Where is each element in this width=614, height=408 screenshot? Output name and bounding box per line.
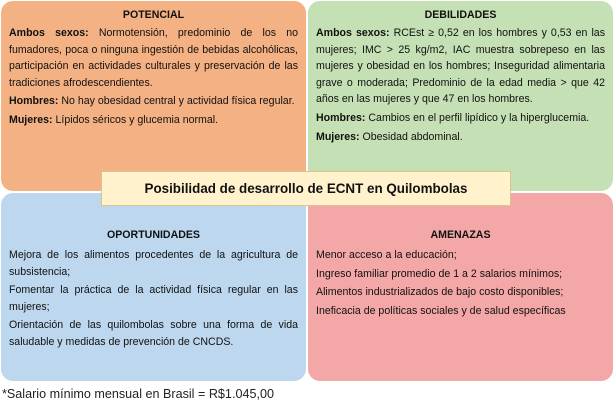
footnote: *Salario mínimo mensual en Brasil = R$1.045,00 xyxy=(2,387,274,401)
quadrant-debilidades xyxy=(308,1,613,191)
center-title: Posibilidad de desarrollo de ECNT en Quilombolas xyxy=(144,181,468,196)
potencial-title: POTENCIAL xyxy=(122,9,185,21)
potencial-item-text: Lípidos séricos y glucemia normal. xyxy=(52,113,219,126)
debilidades-item xyxy=(316,25,605,108)
amenazas-item: Alimentos industrializados de bajo costo disponibles; xyxy=(316,286,564,299)
quadrant-amenazas xyxy=(308,193,613,381)
amenazas-item: Ineficacia de políticas sociales y de salud específicas xyxy=(316,304,566,317)
amenazas-item: Ingreso familiar promedio de 1 a 2 salarios mínimos; xyxy=(316,267,563,280)
debilidades-item-label: Ambos sexos: xyxy=(316,27,390,39)
quadrant-potencial xyxy=(1,1,306,191)
oportunidades-item: Fomentar la práctica de la actividad física regular en las mujeres; xyxy=(9,284,298,313)
oportunidades-item: Orientación de las quilombolas sobre una forma de vida saludable y medidas de prevención de CNCDS. xyxy=(9,319,298,348)
debilidades-item-text: Cambios en el perfil lipídico y la hiperglucemia. xyxy=(365,111,590,124)
debilidades-item-label: Mujeres: xyxy=(316,130,360,143)
potencial-item-label: Mujeres: xyxy=(9,113,53,126)
quadrant-oportunidades xyxy=(1,193,306,381)
potencial-item xyxy=(9,25,298,91)
debilidades-item-text: Obesidad abdominal. xyxy=(359,130,463,143)
oportunidades-title: OPORTUNIDADES xyxy=(107,229,200,241)
debilidades-item xyxy=(316,110,605,127)
debilidades-title: DEBILIDADES xyxy=(424,9,497,21)
potencial-item-label: Hombres: xyxy=(9,95,59,108)
debilidades-item-text: RCEst ≥ 0,52 en los hombres y 0,53 en las mujeres; IMC > 25 kg/m2, IAC muestra sobrepeso en las mujeres y obesidad en los hombres; Inseguridad alimentaria grave o moderada; Predominio de la edad media > que 42 años en las mujeres y que 47 en los hombres. xyxy=(316,27,605,106)
amenazas-title: AMENAZAS xyxy=(430,229,491,241)
potencial-item xyxy=(9,112,298,129)
potencial-item-label: Ambos sexos: xyxy=(9,27,89,39)
potencial-item-text: Normotensión, predominio de los no fumadores, poca o ninguna ingestión de bebidas alcohólicas, participación en actividades culturales y preservación de las tradiciones afrodescendientes. xyxy=(9,27,298,89)
debilidades-item xyxy=(316,129,605,146)
oportunidades-item: Mejora de los alimentos procedentes de la agricultura de subsistencia; xyxy=(9,249,298,278)
center-title-box xyxy=(101,171,511,206)
potencial-item-text: No hay obesidad central y actividad física regular. xyxy=(58,95,295,108)
amenazas-item: Menor acceso a la educación; xyxy=(316,249,457,261)
potencial-item xyxy=(9,93,298,110)
debilidades-item-label: Hombres: xyxy=(316,111,366,124)
